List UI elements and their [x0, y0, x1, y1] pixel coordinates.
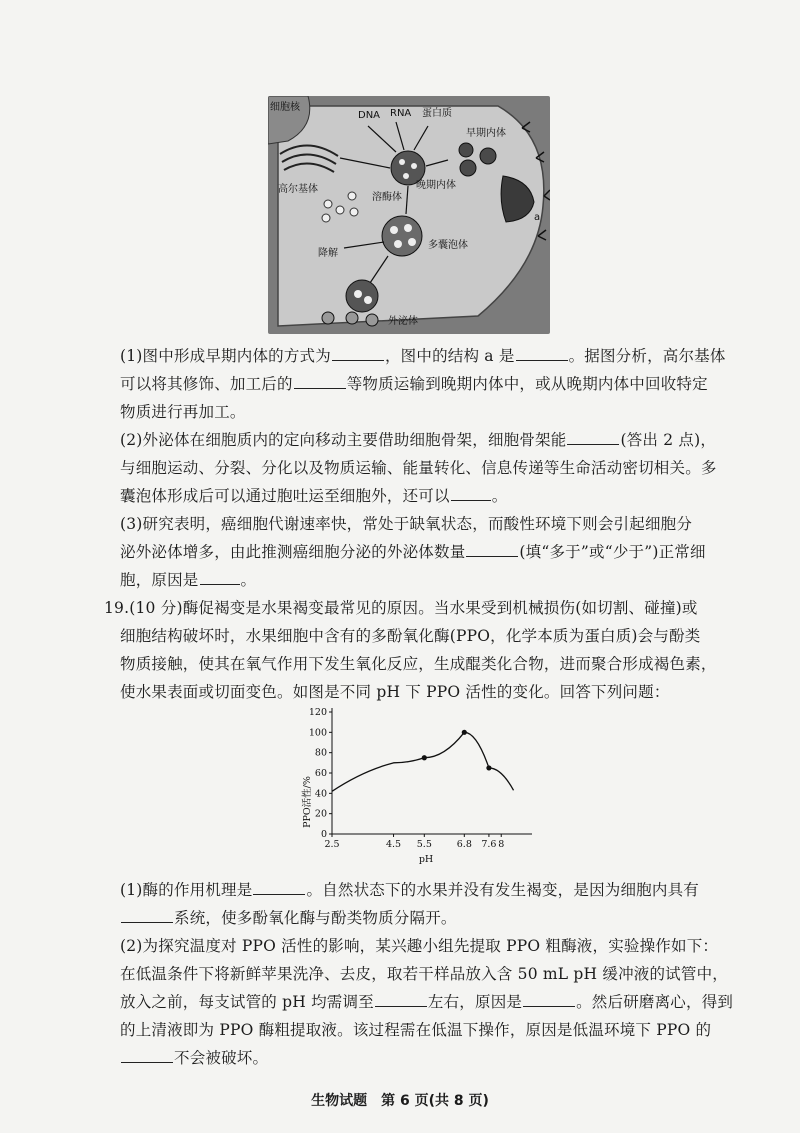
q19-part1 — [120, 876, 780, 932]
page-footer: 生物试题 第 6 页(共 8 页) — [311, 1093, 489, 1109]
mvb-shape — [382, 216, 422, 256]
q19-p2g: 不会被破坏。 — [174, 1049, 269, 1067]
q18-p1c: 。据图分析，高尔基体 — [568, 347, 726, 365]
answer-blank[interactable] — [523, 990, 575, 1007]
q19-p2f: 的上清液即为 PPO 酶粗提取液。该过程需在低温下操作，原因是低温环境下 PPO 的 — [120, 1021, 712, 1039]
q18-p2c: 与细胞运动、分裂、分化以及物质运输、能量转化、信息传递等生命活动密切相关。多 — [120, 459, 717, 477]
q18-p2d: 囊泡体形成后可以通过胞吐运至细胞外，还可以 — [120, 487, 450, 505]
x-axis-label: pH — [418, 854, 434, 865]
q19-line: 使水果表面或切面变色。如图是不同 pH 下 PPO 活性的变化。回答下列问题： — [120, 683, 670, 701]
y-tick-label: 20 — [314, 808, 327, 820]
q19-p2d: 左右，原因是 — [427, 993, 523, 1011]
answer-blank[interactable] — [466, 540, 518, 557]
x-tick-label: 2.5 — [324, 839, 340, 850]
q19-line: 物质接触，使其在氧气作用下发生氧化反应，生成醌类化合物，进而聚合形成褐色素， — [120, 655, 717, 673]
q19-p2e: 。然后研磨离心，得到 — [576, 993, 734, 1011]
label-lysosome: 溶酶体 — [372, 192, 402, 203]
label-dna: DNA — [358, 110, 381, 121]
label-nucleus: 细胞核 — [270, 102, 300, 113]
y-tick-label: 120 — [308, 707, 327, 718]
answer-blank[interactable] — [121, 1046, 173, 1063]
cell-diagram — [268, 96, 550, 334]
label-mvb: 多囊泡体 — [428, 240, 468, 251]
exosome-release-shape — [346, 280, 378, 312]
answer-blank[interactable] — [567, 428, 619, 445]
q18-p1e: 等物质运输到晚期内体中，或从晚期内体中回收特定 — [346, 375, 708, 393]
q18-p1a: (1)图中形成早期内体的方式为 — [120, 347, 331, 365]
q18-p3b: 泌外泌体增多，由此推测癌细胞分泌的外泌体数量 — [120, 543, 466, 561]
q18-p2e: 。 — [491, 487, 508, 505]
q19-p1a: (1)酶的作用机理是 — [120, 881, 253, 899]
q18-part2 — [120, 426, 780, 510]
q18-part3 — [120, 510, 780, 594]
y-axis-label: PPO活性/% — [302, 776, 313, 828]
data-point — [486, 765, 491, 770]
y-tick-label: 80 — [314, 747, 327, 759]
q18-p1d: 可以将其修饰、加工后的 — [120, 375, 293, 393]
q18-p2b: (答出 2 点)， — [620, 431, 717, 449]
label-a: a — [534, 212, 541, 223]
q18-p1b: ，图中的结构 a 是 — [384, 347, 515, 365]
q18-p3a: (3)研究表明，癌细胞代谢速率快，常处于缺氧状态，而酸性环境下则会引起细胞分 — [120, 515, 693, 533]
q18-p3c: (填“多于”或“少于”)正常细 — [519, 543, 706, 561]
cell-diagram-svg — [268, 96, 550, 334]
label-degradation: 降解 — [318, 248, 338, 259]
x-tick-label: 8 — [498, 839, 505, 850]
q19-p1b: 。自然状态下的水果并没有发生褐变，是因为细胞内具有 — [306, 881, 699, 899]
answer-blank[interactable] — [332, 344, 384, 361]
y-tick-label: 60 — [314, 768, 327, 779]
q18-part1 — [120, 342, 780, 426]
y-tick-label: 0 — [320, 829, 327, 840]
answer-blank[interactable] — [451, 484, 491, 501]
q19-line: 细胞结构破坏时，水果细胞中含有的多酚氧化酶(PPO，化学本质为蛋白质)会与酚类 — [120, 627, 701, 645]
answer-blank[interactable] — [516, 344, 568, 361]
label-early-endosome: 早期内体 — [466, 128, 506, 139]
x-tick-label: 7.6 — [481, 839, 497, 850]
q19-p2b: 在低温条件下将新鲜苹果洗净、去皮，取若干样品放入含 50 mL pH 缓冲液的试管中， — [120, 965, 728, 983]
data-point — [422, 755, 427, 760]
q18-p3e: 。 — [240, 571, 257, 589]
q19-part2 — [120, 932, 780, 1072]
y-tick-label: 40 — [314, 788, 327, 800]
label-exosome: 外泌体 — [388, 316, 418, 327]
answer-blank[interactable] — [375, 990, 427, 1007]
label-protein: 蛋白质 — [422, 108, 452, 119]
y-tick-label: 100 — [308, 727, 327, 739]
q19-p2a: (2)为探究温度对 PPO 活性的影响，某兴趣小组先提取 PPO 粗酶液，实验操作如下： — [120, 937, 719, 955]
x-tick-label: 4.5 — [385, 839, 402, 850]
q19-intro — [104, 594, 780, 706]
q18-p2a: (2)外泌体在细胞质内的定向移动主要借助细胞骨架，细胞骨架能 — [120, 431, 567, 449]
q19-p1c: 系统，使多酚氧化酶与酚类物质分隔开。 — [174, 909, 457, 927]
chart-svg — [300, 702, 540, 872]
q18-p3d: 胞，原因是 — [120, 571, 199, 589]
ppo-activity-chart — [300, 702, 540, 872]
q19-p2c: 放入之前，每支试管的 pH 均需调至 — [120, 993, 374, 1011]
label-golgi: 高尔基体 — [278, 184, 318, 195]
answer-blank[interactable] — [294, 372, 346, 389]
series-line — [332, 732, 514, 791]
answer-blank[interactable] — [200, 568, 240, 585]
label-late-endosome: 晚期内体 — [416, 180, 456, 191]
label-rna: RNA — [390, 108, 412, 119]
q18-p1f: 物质进行再加工。 — [120, 403, 246, 421]
x-tick-label: 5.5 — [416, 839, 432, 850]
q19-line: 19.(10 分)酶促褐变是水果褐变最常见的原因。当水果受到机械损伤(如切割、碰撞)或 — [104, 599, 698, 617]
answer-blank[interactable] — [121, 906, 173, 923]
data-point — [462, 730, 467, 735]
x-tick-label: 6.8 — [456, 839, 472, 850]
answer-blank[interactable] — [253, 878, 305, 895]
